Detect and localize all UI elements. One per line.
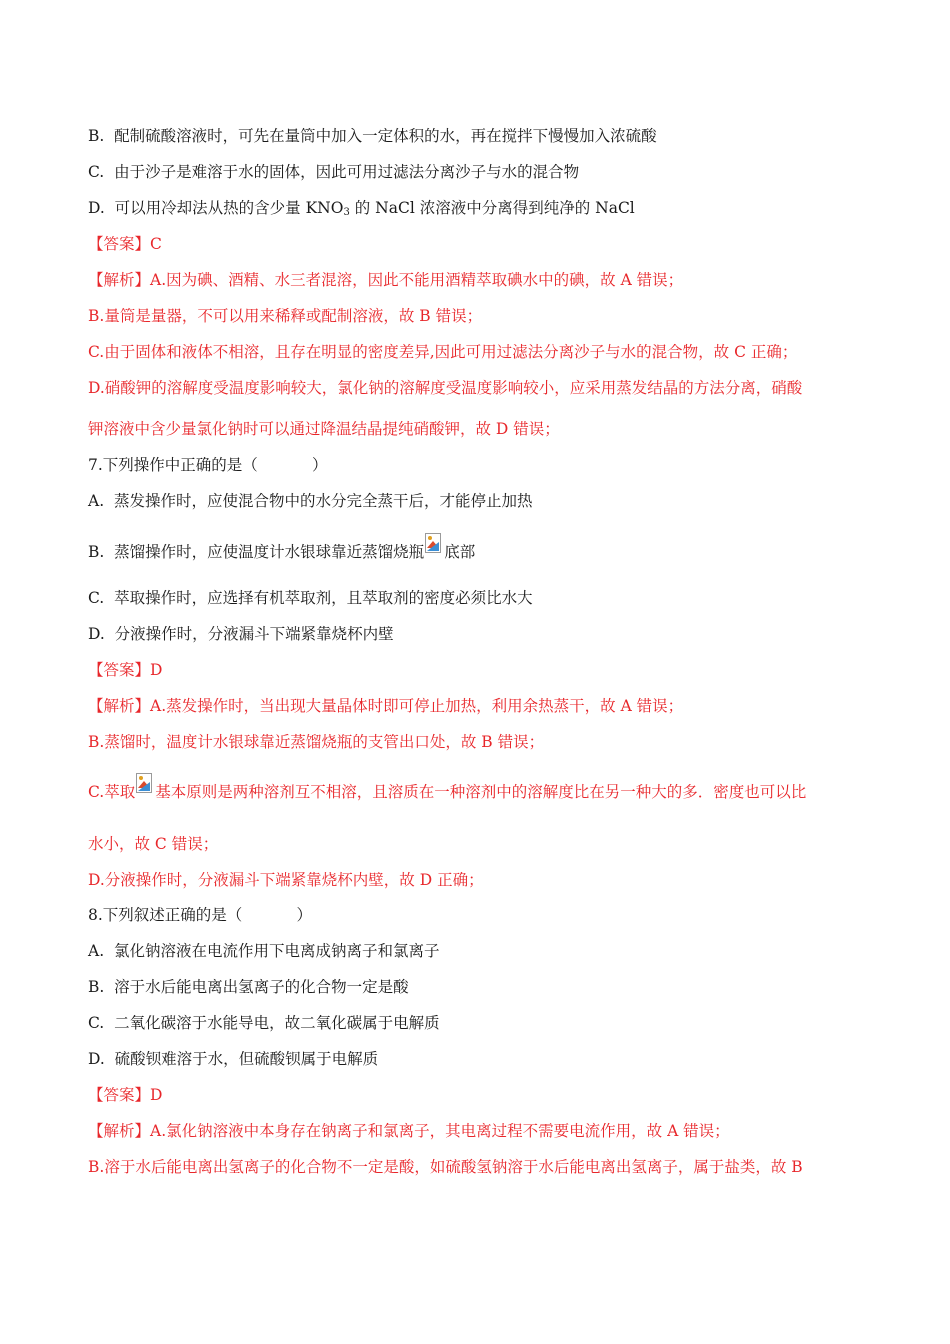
- q8-option-d: D. 硫酸钡难溶于水，但硫酸钡属于电解质: [88, 1050, 379, 1068]
- q8-answer: [88, 1084, 162, 1106]
- q8-analysis-2: B.溶于水后能电离出氢离子的化合物不一定是酸，如硫酸氢钠溶于水后能电离出氢离子，属于盐类，故 B: [88, 1158, 803, 1176]
- answer-label: 【答案】: [88, 1086, 151, 1104]
- answer-value: C: [150, 235, 162, 253]
- q7-answer: [88, 659, 162, 681]
- q7-analysis-4: D.分液操作时，分液漏斗下端紧靠烧杯内壁，故 D 正确；: [88, 871, 484, 889]
- q7-stem: 7.下列操作中正确的是（ ）: [88, 456, 328, 474]
- q7-option-b-post: 底部: [444, 543, 476, 561]
- q6-option-c: C. 由于沙子是难溶于水的固体，因此可用过滤法分离沙子与水的混合物: [88, 163, 580, 181]
- q7-analysis-3-post: 基本原则是两种溶剂互不相溶，且溶质在一种溶剂中的溶解度比在另一种大的多．密度也可以比: [155, 783, 807, 801]
- q6-analysis-4a: D.硝酸钾的溶解度受温度影响较大，氯化钠的溶解度受温度影响较小，应采用蒸发结晶的方法分离，硝酸: [88, 379, 803, 397]
- q6-option-b: B. 配制硫酸溶液时，可先在量筒中加入一定体积的水，再在搅拌下慢慢加入浓硫酸: [88, 127, 657, 145]
- analysis-text: A.氯化钠溶液中本身存在钠离子和氯离子，其电离过程不需要电流作用，故 A 错误；: [150, 1122, 730, 1140]
- q7-option-c: C. 萃取操作时，应选择有机萃取剂，且萃取剂的密度必须比水大: [88, 589, 533, 607]
- q8-option-a: A. 氯化钠溶液在电流作用下电离成钠离子和氯离子: [88, 942, 440, 960]
- q7-option-a: A. 蒸发操作时，应使混合物中的水分完全蒸干后，才能停止加热: [88, 492, 533, 510]
- broken-image-icon: [425, 539, 443, 559]
- q7-analysis-3-pre: C.萃取: [88, 783, 136, 801]
- q7-analysis-3b: 水小，故 C 错误；: [88, 835, 219, 853]
- q6-option-d-sub: 3: [343, 207, 350, 218]
- answer-value: D: [150, 661, 163, 679]
- q7-option-b: [88, 539, 475, 563]
- q7-analysis-3: [88, 779, 806, 803]
- q8-stem: 8.下列叙述正确的是（ ）: [88, 906, 312, 924]
- q7-option-b-pre: B. 蒸馏操作时，应使温度计水银球靠近蒸馏烧瓶: [88, 543, 425, 561]
- q8-option-b: B. 溶于水后能电离出氢离子的化合物一定是酸: [88, 978, 409, 996]
- q6-analysis-2: B.量筒是量器，不可以用来稀释或配制溶液，故 B 错误；: [88, 307, 483, 325]
- analysis-label: 【解析】: [88, 1122, 151, 1140]
- analysis-label: 【解析】: [88, 697, 151, 715]
- answer-label: 【答案】: [88, 661, 151, 679]
- broken-image-icon: [136, 779, 154, 799]
- answer-label: 【答案】: [88, 235, 151, 253]
- q8-analysis-1: [88, 1120, 730, 1142]
- q6-option-d-post: 的 NaCl 浓溶液中分离得到纯净的 NaCl: [349, 199, 635, 217]
- q8-option-c: C. 二氧化碳溶于水能导电，故二氧化碳属于电解质: [88, 1014, 440, 1032]
- q6-option-d-pre: D. 可以用冷却法从热的含少量 KNO: [88, 199, 344, 217]
- q6-answer: [88, 233, 162, 255]
- q6-analysis-4b: 钾溶液中含少量氯化钠时可以通过降温结晶提纯硝酸钾，故 D 错误；: [88, 420, 560, 438]
- analysis-text: A.因为碘、酒精、水三者混溶，因此不能用酒精萃取碘水中的碘，故 A 错误；: [150, 271, 684, 289]
- q7-option-d: D. 分液操作时，分液漏斗下端紧靠烧杯内壁: [88, 625, 394, 643]
- q6-option-d: [88, 197, 635, 224]
- q7-analysis-1: [88, 695, 683, 717]
- q6-analysis-1: [88, 269, 683, 291]
- analysis-text: A.蒸发操作时，当出现大量晶体时即可停止加热，利用余热蒸干，故 A 错误；: [150, 697, 684, 715]
- answer-value: D: [150, 1086, 163, 1104]
- q7-analysis-2: B.蒸馏时，温度计水银球靠近蒸馏烧瓶的支管出口处，故 B 错误；: [88, 733, 545, 751]
- analysis-label: 【解析】: [88, 271, 151, 289]
- q6-analysis-3: C.由于固体和液体不相溶，且存在明显的密度差异,因此可用过滤法分离沙子与水的混合物，故 C 正确；: [88, 343, 798, 361]
